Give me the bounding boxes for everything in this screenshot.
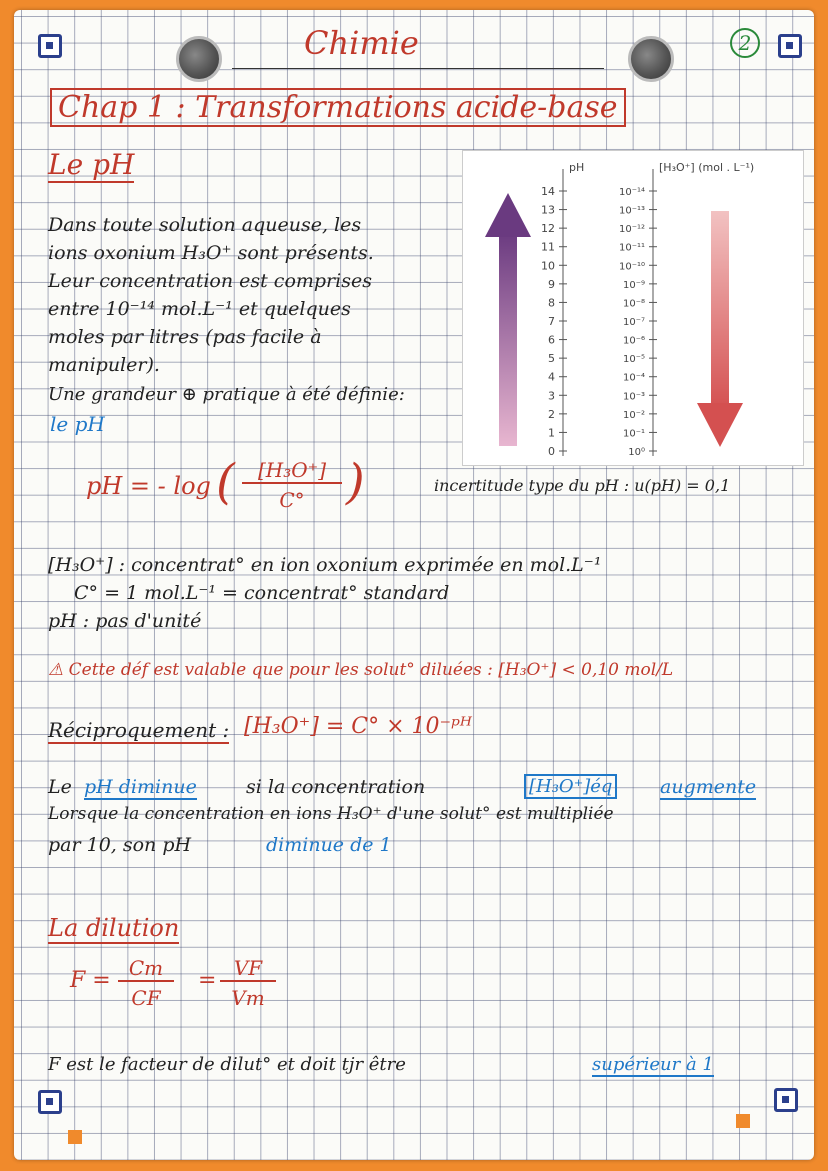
page-number: 2 (730, 28, 760, 58)
ph-scale-svg (463, 151, 803, 465)
text-line: Leur concentration est comprises (48, 270, 372, 292)
orange-marker-bottom-left (68, 1130, 82, 1144)
dilution-F: F = (70, 968, 111, 993)
text-line: entre 10⁻¹⁴ mol.L⁻¹ et quelques (48, 298, 351, 320)
conc-tick-label: 10⁰ (628, 447, 645, 458)
conc-tick-label: 10⁻¹⁰ (618, 261, 645, 273)
ph-formula-numerator: [H₃O⁺] (242, 458, 342, 484)
conc-tick-label: 10⁻⁴ (622, 372, 645, 384)
ph-tick-label: 7 (548, 315, 555, 328)
text-line: ions oxonium H₃O⁺ sont présents. (48, 242, 374, 264)
relation-line: Lorsque la concentration en ions H₃O⁺ d'une solut° est multipliée (48, 804, 614, 824)
conc-tick-label: 10⁻⁷ (622, 317, 645, 328)
dilution-VF: VF (220, 956, 276, 982)
corner-marker-bottom-right (774, 1088, 798, 1112)
reciprocal-formula: [H₃O⁺] = C° × 10⁻ᵖᴴ (244, 714, 472, 739)
section-heading-dilution: La dilution (48, 914, 180, 942)
chapter-title: Chap 1 : Transformations acide-base (50, 88, 626, 127)
ph-tick-label: 1 (548, 426, 555, 440)
conc-axis-label: [H₃O⁺] (mol . L⁻¹) (659, 161, 755, 174)
dilution-Cm: Cm (118, 956, 174, 982)
notebook-page (14, 10, 814, 1160)
conc-tick-label: 10⁻¹² (618, 224, 645, 236)
ph-tick-label: 11 (541, 240, 555, 254)
conc-tick-label: 10⁻⁸ (622, 298, 645, 310)
relation-ph-diminue: pH diminue (84, 776, 197, 798)
conc-tick-label: 10⁻⁵ (622, 354, 645, 366)
relation-concentration: [H₃O⁺]éq (524, 774, 617, 799)
relation-diminue-de-1: diminue de 1 (266, 834, 392, 856)
ph-tick-label: 8 (548, 296, 555, 310)
binder-hole-left (176, 36, 222, 82)
orange-marker-bottom-right (736, 1114, 750, 1128)
definition-line: C° = 1 mol.L⁻¹ = concentrat° standard (74, 582, 450, 604)
ph-tick-label: 4 (548, 370, 555, 384)
definition-line: pH : pas d'unité (48, 610, 202, 632)
defined-term: le pH (50, 412, 105, 436)
ph-tick-label: 2 (548, 407, 555, 421)
ph-tick-label: 6 (548, 333, 555, 347)
dilution-note-highlight: supérieur à 1 (592, 1054, 714, 1075)
validity-warning: ⚠ Cette déf est valable que pour les solut° diluées : [H₃O⁺] < 0,10 mol/L (48, 660, 674, 680)
ph-tick-label: 14 (541, 185, 555, 198)
dilution-eq: = (198, 968, 217, 993)
conc-tick-label: 10⁻¹³ (618, 205, 645, 217)
ph-tick-label: 5 (548, 352, 555, 366)
title-underline (232, 68, 604, 69)
relation-word: si la concentration (246, 776, 426, 798)
down-arrow-icon (697, 211, 743, 447)
conc-tick-label: 10⁻² (622, 409, 645, 421)
corner-marker-top-left (38, 34, 62, 58)
text-line: moles par litres (pas facile à (48, 326, 322, 348)
ph-formula-denominator: C° (279, 488, 305, 512)
ph-tick-label: 0 (548, 445, 555, 458)
ph-tick-label: 13 (541, 203, 555, 217)
relation-augmente: augmente (660, 776, 757, 798)
reciprocal-label: Réciproquement : (48, 718, 230, 742)
ph-tick-label: 12 (541, 222, 555, 236)
formula-paren-left: ( (216, 454, 235, 510)
conc-tick-label: 10⁻⁹ (622, 279, 645, 291)
conc-tick-label: 10⁻³ (622, 391, 645, 403)
definition-line: [H₃O⁺] : concentrat° en ion oxonium exprimée en mol.L⁻¹ (48, 554, 602, 576)
up-arrow-icon (485, 193, 531, 446)
conc-tick-label: 10⁻¹ (622, 428, 645, 440)
ph-tick-label: 9 (548, 277, 555, 291)
text-line: manipuler). (48, 354, 160, 376)
conc-tick-label: 10⁻¹¹ (618, 242, 645, 254)
corner-marker-bottom-left (38, 1090, 62, 1114)
section-heading-ph: Le pH (48, 148, 135, 181)
text-line: Dans toute solution aqueuse, les (48, 214, 362, 236)
binder-hole-right (628, 36, 674, 82)
uncertainty-note: incertitude type du pH : u(pH) = 0,1 (434, 476, 731, 495)
dilution-CF: CF (131, 986, 161, 1010)
conc-tick-label: 10⁻¹⁴ (618, 187, 645, 198)
page-title: Chimie (304, 24, 419, 62)
conc-tick-label: 10⁻⁶ (622, 335, 645, 347)
conc-ticks (619, 187, 657, 458)
relation-word: par 10, son pH (48, 834, 192, 856)
dilution-Vm: Vm (231, 986, 265, 1010)
ph-formula-lhs: pH = - log (86, 472, 211, 500)
corner-marker-top-right (778, 34, 802, 58)
formula-paren-right: ) (346, 454, 365, 510)
relation-word: Le (48, 776, 72, 798)
text-line: Une grandeur ⊕ pratique à été définie: (48, 384, 405, 405)
ph-tick-label: 3 (548, 389, 555, 403)
dilution-note: F est le facteur de dilut° et doit tjr être (48, 1054, 406, 1075)
ph-axis-label: pH (569, 161, 585, 174)
ph-scale-chart (462, 150, 804, 466)
ph-tick-label: 10 (541, 259, 555, 273)
